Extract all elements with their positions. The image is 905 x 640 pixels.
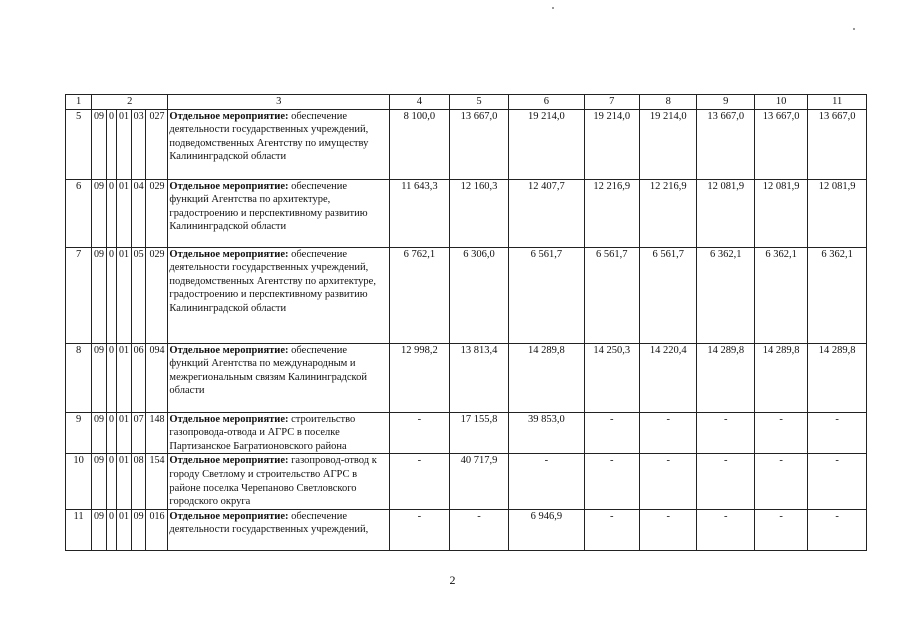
code-cell: 016 [146, 509, 168, 550]
table-row [66, 247, 867, 343]
value-cell: - [808, 412, 867, 454]
value-cell: 12 216,9 [639, 179, 697, 247]
measure-title: Отдельное мероприятие: [169, 110, 289, 122]
table-row [66, 412, 867, 454]
header-col-4: 4 [390, 95, 450, 110]
header-col-10: 10 [754, 95, 807, 110]
table-row [66, 179, 867, 247]
value-cell: 19 214,0 [584, 109, 639, 179]
code-cell: 01 [117, 509, 132, 550]
header-row [66, 95, 867, 110]
measure-title: Отдельное мероприятие: [169, 180, 289, 192]
value-cell: 6 561,7 [509, 247, 584, 343]
code-cell: 09 [92, 247, 107, 343]
code-cell: 0 [106, 109, 116, 179]
value-cell: - [639, 509, 697, 550]
measure-text: обеспечение деятельности государственных учреждений, подведомственных Агентству по имуществу Калининградской области [169, 110, 369, 163]
value-cell: 12 081,9 [754, 179, 807, 247]
value-cell: 6 362,1 [808, 247, 867, 343]
code-cell: 06 [131, 343, 146, 412]
code-cell: 0 [106, 343, 116, 412]
code-cell: 148 [146, 412, 168, 454]
header-col-7: 7 [584, 95, 639, 110]
header-col-5: 5 [449, 95, 509, 110]
row-number: 7 [66, 247, 92, 343]
code-cell: 09 [92, 109, 107, 179]
value-cell: - [639, 412, 697, 454]
value-cell: 14 250,3 [584, 343, 639, 412]
value-cell: 6 561,7 [639, 247, 697, 343]
description-cell [168, 509, 390, 550]
value-cell: - [697, 509, 755, 550]
code-cell: 07 [131, 412, 146, 454]
value-cell: 14 289,8 [509, 343, 584, 412]
header-col-1: 1 [66, 95, 92, 110]
description-cell [168, 247, 390, 343]
value-cell: 13 667,0 [808, 109, 867, 179]
row-number: 11 [66, 509, 92, 550]
value-cell: - [808, 454, 867, 509]
table-row [66, 343, 867, 412]
code-cell: 027 [146, 109, 168, 179]
code-cell: 0 [106, 247, 116, 343]
value-cell: 13 667,0 [449, 109, 509, 179]
code-cell: 09 [92, 179, 107, 247]
value-cell: - [754, 412, 807, 454]
value-cell: 11 643,3 [390, 179, 450, 247]
code-cell: 03 [131, 109, 146, 179]
budget-table [65, 94, 867, 551]
code-cell: 05 [131, 247, 146, 343]
code-cell: 0 [106, 509, 116, 550]
value-cell: 6 362,1 [697, 247, 755, 343]
code-cell: 01 [117, 412, 132, 454]
row-number: 6 [66, 179, 92, 247]
value-cell: - [754, 509, 807, 550]
value-cell: 40 717,9 [449, 454, 509, 509]
value-cell: 8 100,0 [390, 109, 450, 179]
value-cell: - [754, 454, 807, 509]
value-cell: - [808, 509, 867, 550]
scan-speck [853, 28, 855, 30]
value-cell: 12 160,3 [449, 179, 509, 247]
header-col-3: 3 [168, 95, 390, 110]
code-cell: 09 [131, 509, 146, 550]
value-cell: 6 362,1 [754, 247, 807, 343]
header-col-6: 6 [509, 95, 584, 110]
measure-title: Отдельное мероприятие: [169, 413, 289, 425]
header-col-2: 2 [92, 95, 168, 110]
value-cell: 39 853,0 [509, 412, 584, 454]
row-number: 5 [66, 109, 92, 179]
value-cell: - [697, 454, 755, 509]
row-number: 10 [66, 454, 92, 509]
code-cell: 0 [106, 454, 116, 509]
description-cell [168, 179, 390, 247]
value-cell: 13 667,0 [697, 109, 755, 179]
measure-text: обеспечение функций Агентства по международным и межрегиональным связям Калининградской области [169, 344, 367, 397]
measure-text: обеспечение деятельности государственных учреждений, [169, 510, 369, 536]
value-cell: 13 813,4 [449, 343, 509, 412]
code-cell: 01 [117, 109, 132, 179]
description-cell [168, 454, 390, 509]
table-row [66, 454, 867, 509]
value-cell: - [390, 454, 450, 509]
value-cell: - [584, 454, 639, 509]
code-cell: 09 [92, 509, 107, 550]
header-col-11: 11 [808, 95, 867, 110]
description-cell [168, 109, 390, 179]
code-cell: 0 [106, 412, 116, 454]
code-cell: 09 [92, 412, 107, 454]
value-cell: - [390, 509, 450, 550]
value-cell: 12 081,9 [697, 179, 755, 247]
description-cell [168, 343, 390, 412]
measure-title: Отдельное мероприятие: [169, 344, 289, 356]
code-cell: 094 [146, 343, 168, 412]
measure-title: Отдельное мероприятие: [169, 455, 289, 467]
code-cell: 04 [131, 179, 146, 247]
code-cell: 08 [131, 454, 146, 509]
value-cell: - [584, 509, 639, 550]
row-number: 9 [66, 412, 92, 454]
value-cell: - [509, 454, 584, 509]
value-cell: 19 214,0 [509, 109, 584, 179]
value-cell: - [639, 454, 697, 509]
code-cell: 01 [117, 179, 132, 247]
measure-text: газопровод-отвод к городу Светлому и строительство АГРС в районе поселка Черепаново Светловского городского округа [169, 455, 377, 508]
value-cell: 14 220,4 [639, 343, 697, 412]
value-cell: - [584, 412, 639, 454]
page-number: 2 [449, 573, 456, 587]
value-cell: 14 289,8 [697, 343, 755, 412]
measure-title: Отдельное мероприятие: [169, 248, 289, 260]
measure-text: обеспечение функций Агентства по архитектуре, градостроению и перспективному развитию Калининградской области [169, 180, 368, 233]
measure-text: обеспечение деятельности государственных учреждений, подведомственных Агентству по архитектуре, градостроению и перспективному развитию Калининградской области [169, 248, 376, 314]
measure-text: строительство газопровода-отвода и АГРС в поселке Партизанское Багратионовского района [169, 413, 356, 452]
value-cell: 19 214,0 [639, 109, 697, 179]
value-cell: 14 289,8 [808, 343, 867, 412]
code-cell: 09 [92, 343, 107, 412]
code-cell: 01 [117, 247, 132, 343]
value-cell: - [449, 509, 509, 550]
code-cell: 01 [117, 343, 132, 412]
code-cell: 154 [146, 454, 168, 509]
table-row [66, 509, 867, 550]
header-col-9: 9 [697, 95, 755, 110]
code-cell: 029 [146, 247, 168, 343]
code-cell: 09 [92, 454, 107, 509]
row-number: 8 [66, 343, 92, 412]
value-cell: 13 667,0 [754, 109, 807, 179]
table-row [66, 109, 867, 179]
description-cell [168, 412, 390, 454]
value-cell: 12 998,2 [390, 343, 450, 412]
value-cell: 6 306,0 [449, 247, 509, 343]
scan-speck [552, 7, 554, 9]
value-cell: 12 216,9 [584, 179, 639, 247]
header-col-8: 8 [639, 95, 697, 110]
value-cell: 12 407,7 [509, 179, 584, 247]
value-cell: - [697, 412, 755, 454]
value-cell: - [390, 412, 450, 454]
value-cell: 17 155,8 [449, 412, 509, 454]
code-cell: 029 [146, 179, 168, 247]
measure-title: Отдельное мероприятие: [169, 510, 289, 522]
value-cell: 6 946,9 [509, 509, 584, 550]
value-cell: 6 561,7 [584, 247, 639, 343]
code-cell: 0 [106, 179, 116, 247]
value-cell: 14 289,8 [754, 343, 807, 412]
value-cell: 6 762,1 [390, 247, 450, 343]
value-cell: 12 081,9 [808, 179, 867, 247]
code-cell: 01 [117, 454, 132, 509]
